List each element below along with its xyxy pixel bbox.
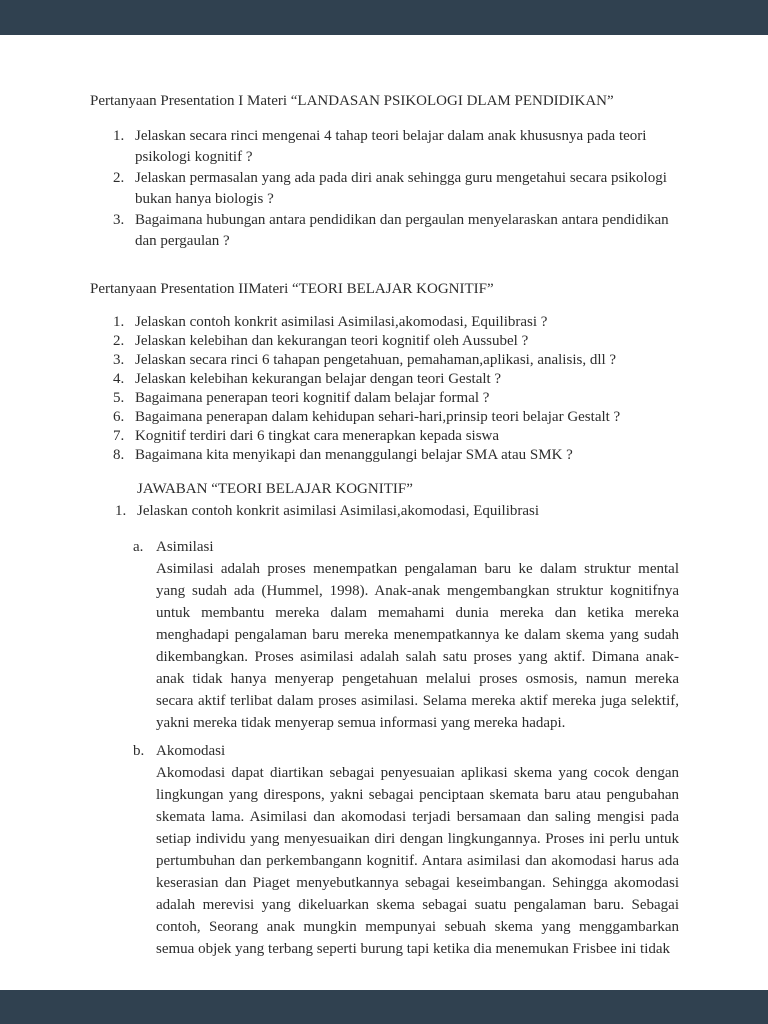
- list-text: Bagaimana hubungan antara pendidikan dan pergaulan menyelaraskan antara pendidikan dan pergaulan ?: [135, 212, 669, 249]
- list-item: [90, 168, 686, 210]
- list-number: 1.: [113, 314, 125, 330]
- item-title: Akomodasi: [156, 743, 226, 759]
- answer-item-akomodasi: [133, 740, 679, 960]
- section1-title: Pertanyaan Presentation I Materi “LANDASAN PSIKOLOGI DLAM PENDIDIKAN”: [90, 93, 614, 109]
- list-item: [90, 427, 686, 446]
- list-text: Jelaskan kelebihan kekurangan belajar dengan teori Gestalt ?: [135, 371, 502, 387]
- question-text: Jelaskan contoh konkrit asimilasi Asimilasi,akomodasi, Equilibrasi: [137, 503, 540, 519]
- section1-question-list: [90, 126, 686, 252]
- list-number: 7.: [113, 428, 125, 444]
- list-number: 2.: [113, 333, 125, 349]
- list-item: [90, 389, 686, 408]
- item-title: Asimilasi: [156, 539, 214, 555]
- list-item: [90, 446, 686, 465]
- list-number: 4.: [113, 371, 125, 387]
- list-item: [90, 210, 686, 252]
- list-number: 1.: [115, 503, 127, 519]
- list-item: [90, 313, 686, 332]
- list-text: Jelaskan permasalan yang ada pada diri anak sehingga guru mengetahui secara psikologi bukan hanya biologis ?: [135, 170, 667, 207]
- list-text: Bagaimana penerapan teori kognitif dalam belajar formal ?: [135, 390, 490, 406]
- answer-item-asimilasi: [133, 536, 679, 734]
- list-item: [90, 126, 686, 168]
- list-item: [90, 370, 686, 389]
- list-item: [90, 408, 686, 427]
- viewer-top-bar: [0, 0, 768, 35]
- list-text: Bagaimana kita menyikapi dan menanggulangi belajar SMA atau SMK ?: [135, 447, 573, 463]
- list-item: [90, 351, 686, 370]
- list-item: [90, 332, 686, 351]
- item-letter: b.: [133, 743, 145, 759]
- list-number: 1.: [113, 128, 125, 144]
- section2-question-list: [90, 313, 686, 465]
- answers-heading: JAWABAN “TEORI BELAJAR KOGNITIF”: [137, 481, 413, 497]
- list-text: Jelaskan secara rinci 6 tahapan pengetahuan, pemahaman,aplikasi, analisis, dll ?: [135, 352, 617, 368]
- list-text: Kognitif terdiri dari 6 tingkat cara menerapkan kepada siswa: [135, 428, 500, 444]
- list-text: Jelaskan contoh konkrit asimilasi Asimilasi,akomodasi, Equilibrasi ?: [135, 314, 548, 330]
- item-body: Asimilasi adalah proses menempatkan pengalaman baru ke dalam struktur mental yang sudah ada (Hummel, 1998). Anak-anak mengembangkan struktur kognitifnya untuk membantu mereka dalam memahami dunia mereka dan ketika mereka menghadapi pengalaman baru mereka menempatkannya ke dalam skema yang sudah dikembangkan. Proses asimilasi adalah salah satu proses yang aktif. Dimana anak-anak tidak hanya menyerap pengetahuan melalui proses osmosis, namun mereka secara aktif terlibat dalam proses asimilasi. Selama mereka aktif mereka juga selektif, yakni mereka tidak menyerap semua informasi yang mereka hadapi.: [156, 561, 679, 731]
- viewer-bottom-bar: [0, 990, 768, 1024]
- list-number: 3.: [113, 212, 125, 228]
- list-number: 2.: [113, 170, 125, 186]
- answer-question: [90, 500, 686, 522]
- item-body: Akomodasi dapat diartikan sebagai penyesuaian aplikasi skema yang cocok dengan lingkungan yang direspons, yakni sebagai penciptaan skemata baru atau pengubahan skemata lama. Asimilasi dan akomodasi terjadi bersamaan dan saling mengisi pada setiap individu yang menyesuaikan diri dengan lingkungannya. Proses ini perlu untuk pertumbuhan dan perkembangann kognitif. Antara asimilasi dan akomodasi harus ada keserasian dan Piaget menyebutkannya sebagai keseimbangan. Sehingga akomodasi adalah merevisi yang dikeluarkan skema sebagai suatu pengalaman baru. Sebagai contoh, Seorang anak mungkin mempunyai sebuah skema yang menggambarkan semua objek yang terbang seperti burung tapi ketika dia menemukan Frisbee ini tidak: [156, 765, 679, 957]
- list-text: Jelaskan kelebihan dan kekurangan teori kognitif oleh Aussubel ?: [135, 333, 529, 349]
- list-text: Bagaimana penerapan dalam kehidupan sehari-hari,prinsip teori belajar Gestalt ?: [135, 409, 621, 425]
- list-text: Jelaskan secara rinci mengenai 4 tahap teori belajar dalam anak khususnya pada teori psikologi kognitif ?: [135, 128, 647, 165]
- list-number: 3.: [113, 352, 125, 368]
- list-number: 6.: [113, 409, 125, 425]
- item-letter: a.: [133, 539, 144, 555]
- list-number: 5.: [113, 390, 125, 406]
- document-body: [0, 35, 768, 990]
- section2-title: Pertanyaan Presentation IIMateri “TEORI BELAJAR KOGNITIF”: [90, 281, 494, 297]
- list-number: 8.: [113, 447, 125, 463]
